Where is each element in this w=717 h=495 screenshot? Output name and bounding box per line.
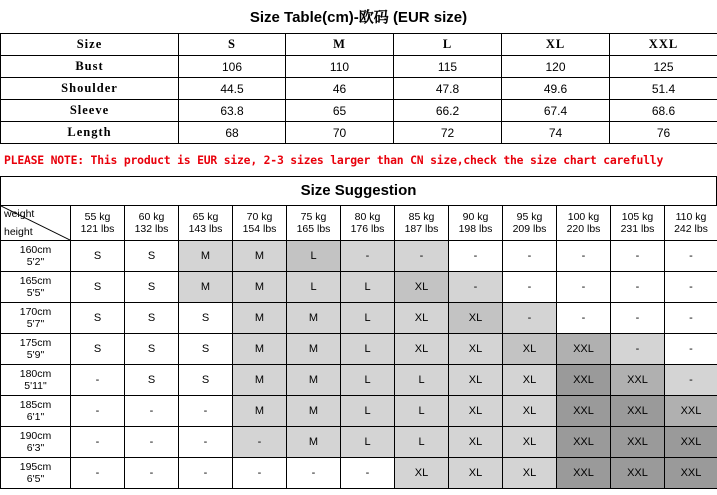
size-table-cell: 47.8 [394, 78, 502, 100]
suggestion-cell: - [557, 272, 611, 303]
suggestion-cell: XL [449, 334, 503, 365]
suggestion-cell: M [287, 396, 341, 427]
height-cm: 175cm [19, 337, 52, 349]
size-table-cell: 44.5 [179, 78, 286, 100]
size-suggestion-table [0, 205, 717, 489]
suggestion-row [1, 458, 717, 489]
weight-lbs: 132 lbs [134, 223, 169, 235]
corner-weight-label: weight [4, 208, 35, 220]
height-ft: 5'2" [26, 256, 45, 268]
table-row [1, 122, 717, 144]
suggestion-row [1, 303, 717, 334]
weight-kg: 80 kg [354, 211, 381, 223]
suggestion-cell: L [287, 272, 341, 303]
size-table-cell: 49.6 [502, 78, 610, 100]
height-cm: 165cm [19, 275, 52, 287]
suggestion-cell: XL [395, 334, 449, 365]
suggestion-cell: - [503, 241, 557, 272]
size-table-cell: 70 [286, 122, 394, 144]
weight-lbs: 198 lbs [458, 223, 493, 235]
suggestion-cell: XL [503, 458, 557, 489]
table-row [1, 100, 717, 122]
weight-lbs: 242 lbs [674, 223, 708, 235]
suggestion-cell: - [611, 303, 665, 334]
weight-lbs: 165 lbs [296, 223, 331, 235]
weight-header-cell [449, 206, 503, 241]
suggestion-cell: XXL [557, 396, 611, 427]
table-row [1, 78, 717, 100]
suggestion-cell: XL [449, 427, 503, 458]
suggestion-cell: - [665, 241, 717, 272]
suggestion-cell: M [233, 365, 287, 396]
weight-kg: 100 kg [567, 211, 600, 223]
suggestion-row [1, 427, 717, 458]
suggestion-cell: XL [503, 427, 557, 458]
suggestion-cell: - [503, 303, 557, 334]
suggestion-cell: - [611, 272, 665, 303]
suggestion-cell: S [179, 365, 233, 396]
height-header-cell [1, 272, 71, 303]
size-table-cell: 68.6 [610, 100, 717, 122]
size-table-row-label: Sleeve [1, 100, 179, 122]
weight-height-corner-cell [1, 206, 71, 241]
suggestion-cell: M [287, 365, 341, 396]
size-table-title: Size Table(cm)-欧码 (EUR size) [249, 9, 468, 26]
weight-kg: 70 kg [246, 211, 273, 223]
weight-lbs: 220 lbs [566, 223, 601, 235]
suggestion-cell: S [125, 241, 179, 272]
suggestion-cell: - [341, 241, 395, 272]
suggestion-cell: L [341, 334, 395, 365]
suggestion-cell: M [233, 241, 287, 272]
weight-kg: 110 kg [675, 211, 707, 223]
size-table-cell: 106 [179, 56, 286, 78]
suggestion-cell: - [71, 427, 125, 458]
suggestion-cell: S [125, 303, 179, 334]
suggestion-cell: M [233, 303, 287, 334]
weight-header-cell [665, 206, 717, 241]
suggestion-cell: - [503, 272, 557, 303]
size-table-header-size: Size [1, 34, 179, 56]
weight-kg: 75 kg [300, 211, 327, 223]
suggestion-cell: M [287, 427, 341, 458]
suggestion-cell: - [611, 334, 665, 365]
suggestion-row [1, 334, 717, 365]
weight-lbs: 231 lbs [620, 223, 655, 235]
suggestion-cell: S [125, 334, 179, 365]
height-header-cell [1, 458, 71, 489]
suggestion-cell: M [287, 334, 341, 365]
height-ft: 6'3" [26, 442, 45, 454]
weight-header-cell [233, 206, 287, 241]
table-row [1, 56, 717, 78]
weight-header-cell [395, 206, 449, 241]
height-ft: 5'7" [26, 318, 45, 330]
suggestion-cell: M [233, 334, 287, 365]
height-header-cell [1, 303, 71, 334]
size-table-cell: 110 [286, 56, 394, 78]
size-table-row-label: Length [1, 122, 179, 144]
suggestion-cell: L [287, 241, 341, 272]
suggestion-cell: - [557, 303, 611, 334]
suggestion-cell: XXL [557, 427, 611, 458]
suggestion-cell: XXL [665, 396, 717, 427]
size-table-cell: 66.2 [394, 100, 502, 122]
size-table-cell: 76 [610, 122, 717, 144]
suggestion-cell: XXL [611, 396, 665, 427]
suggestion-cell: XL [503, 365, 557, 396]
suggestion-cell: XL [395, 458, 449, 489]
weight-kg: 65 kg [192, 211, 219, 223]
size-suggestion-title: Size Suggestion [0, 176, 717, 205]
suggestion-cell: S [179, 303, 233, 334]
suggestion-cell: - [665, 303, 717, 334]
suggestion-cell: - [449, 272, 503, 303]
weight-header-cell [125, 206, 179, 241]
height-header-cell [1, 365, 71, 396]
size-table-header-xl: XL [502, 34, 610, 56]
suggestion-cell: L [341, 396, 395, 427]
weight-lbs: 209 lbs [512, 223, 547, 235]
suggestion-header-row [1, 206, 717, 241]
weight-kg: 60 kg [138, 211, 165, 223]
suggestion-cell: S [71, 334, 125, 365]
suggestion-cell: S [179, 334, 233, 365]
weight-kg: 55 kg [84, 211, 111, 223]
suggestion-cell: XL [449, 303, 503, 334]
weight-header-cell [179, 206, 233, 241]
suggestion-cell: XXL [611, 365, 665, 396]
size-table-header-xxl: XXL [610, 34, 717, 56]
size-table-cell: 72 [394, 122, 502, 144]
suggestion-cell: - [665, 365, 717, 396]
suggestion-cell: XL [449, 458, 503, 489]
weight-lbs: 154 lbs [242, 223, 277, 235]
suggestion-row [1, 272, 717, 303]
suggestion-cell: - [71, 365, 125, 396]
suggestion-cell: - [125, 396, 179, 427]
height-ft: 6'1" [26, 411, 45, 423]
suggestion-cell: - [179, 427, 233, 458]
suggestion-cell: - [557, 241, 611, 272]
height-cm: 190cm [19, 430, 52, 442]
size-table-cell: 68 [179, 122, 286, 144]
height-ft: 5'9" [26, 349, 45, 361]
size-table-header-row [1, 34, 717, 56]
suggestion-cell: S [71, 303, 125, 334]
suggestion-cell: L [395, 396, 449, 427]
suggestion-cell: - [179, 458, 233, 489]
size-warning-note: PLEASE NOTE: This product is EUR size, 2-3 sizes larger than CN size,check the size chart carefully [4, 153, 664, 167]
height-cm: 160cm [19, 244, 52, 256]
suggestion-cell: M [179, 241, 233, 272]
height-header-cell [1, 396, 71, 427]
weight-lbs: 143 lbs [188, 223, 223, 235]
size-table-cell: 125 [610, 56, 717, 78]
suggestion-cell: L [395, 365, 449, 396]
suggestion-cell: - [233, 427, 287, 458]
weight-lbs: 121 lbs [80, 223, 115, 235]
suggestion-cell: S [125, 365, 179, 396]
size-table-cell: 120 [502, 56, 610, 78]
suggestion-cell: S [71, 272, 125, 303]
suggestion-row [1, 396, 717, 427]
height-ft: 5'5" [26, 287, 45, 299]
height-cm: 170cm [19, 306, 52, 318]
weight-kg: 85 kg [408, 211, 435, 223]
suggestion-cell: XL [449, 396, 503, 427]
suggestion-cell: - [611, 241, 665, 272]
suggestion-cell: S [71, 241, 125, 272]
size-table-header-s: S [179, 34, 286, 56]
weight-kg: 95 kg [516, 211, 543, 223]
suggestion-cell: - [395, 241, 449, 272]
suggestion-cell: L [341, 272, 395, 303]
suggestion-cell: - [287, 458, 341, 489]
weight-header-cell [611, 206, 665, 241]
suggestion-cell: - [179, 396, 233, 427]
weight-kg: 90 kg [462, 211, 489, 223]
height-header-cell [1, 427, 71, 458]
suggestion-cell: XL [449, 365, 503, 396]
weight-header-cell [287, 206, 341, 241]
weight-lbs: 187 lbs [404, 223, 439, 235]
suggestion-cell: M [287, 303, 341, 334]
weight-header-cell [503, 206, 557, 241]
suggestion-cell: - [341, 458, 395, 489]
suggestion-row [1, 241, 717, 272]
suggestion-cell: - [71, 396, 125, 427]
suggestion-cell: XL [395, 272, 449, 303]
suggestion-cell: XXL [557, 458, 611, 489]
suggestion-cell: XL [503, 334, 557, 365]
size-table [0, 33, 717, 144]
height-ft: 6'5" [26, 473, 45, 485]
size-table-cell: 63.8 [179, 100, 286, 122]
size-table-header-m: M [286, 34, 394, 56]
suggestion-cell: L [395, 427, 449, 458]
size-table-cell: 46 [286, 78, 394, 100]
suggestion-cell: - [125, 427, 179, 458]
suggestion-cell: XXL [557, 334, 611, 365]
suggestion-cell: - [71, 458, 125, 489]
suggestion-cell: - [665, 272, 717, 303]
size-table-cell: 65 [286, 100, 394, 122]
suggestion-cell: XXL [665, 427, 717, 458]
height-header-cell [1, 334, 71, 365]
suggestion-cell: L [341, 427, 395, 458]
size-table-cell: 74 [502, 122, 610, 144]
suggestion-cell: - [449, 241, 503, 272]
suggestion-cell: XL [503, 396, 557, 427]
size-table-header-l: L [394, 34, 502, 56]
weight-lbs: 176 lbs [350, 223, 385, 235]
height-ft: 5'11" [24, 380, 47, 392]
weight-header-cell [341, 206, 395, 241]
suggestion-cell: - [125, 458, 179, 489]
suggestion-cell: M [233, 272, 287, 303]
corner-height-label: height [4, 226, 33, 238]
size-table-row-label: Shoulder [1, 78, 179, 100]
height-header-cell [1, 241, 71, 272]
suggestion-cell: M [179, 272, 233, 303]
suggestion-cell: XXL [557, 365, 611, 396]
suggestion-row [1, 365, 717, 396]
suggestion-cell: S [125, 272, 179, 303]
suggestion-cell: M [233, 396, 287, 427]
size-table-cell: 51.4 [610, 78, 717, 100]
height-cm: 185cm [19, 399, 52, 411]
suggestion-cell: - [665, 334, 717, 365]
suggestion-cell: XXL [611, 427, 665, 458]
height-cm: 195cm [19, 461, 52, 473]
weight-kg: 105 kg [621, 211, 654, 223]
height-cm: 180cm [19, 368, 52, 380]
suggestion-cell: - [233, 458, 287, 489]
suggestion-cell: XL [395, 303, 449, 334]
weight-header-cell [557, 206, 611, 241]
suggestion-cell: L [341, 365, 395, 396]
size-table-cell: 115 [394, 56, 502, 78]
suggestion-cell: L [341, 303, 395, 334]
suggestion-cell: XXL [611, 458, 665, 489]
weight-header-cell [71, 206, 125, 241]
suggestion-cell: XXL [665, 458, 717, 489]
size-table-cell: 67.4 [502, 100, 610, 122]
size-table-row-label: Bust [1, 56, 179, 78]
